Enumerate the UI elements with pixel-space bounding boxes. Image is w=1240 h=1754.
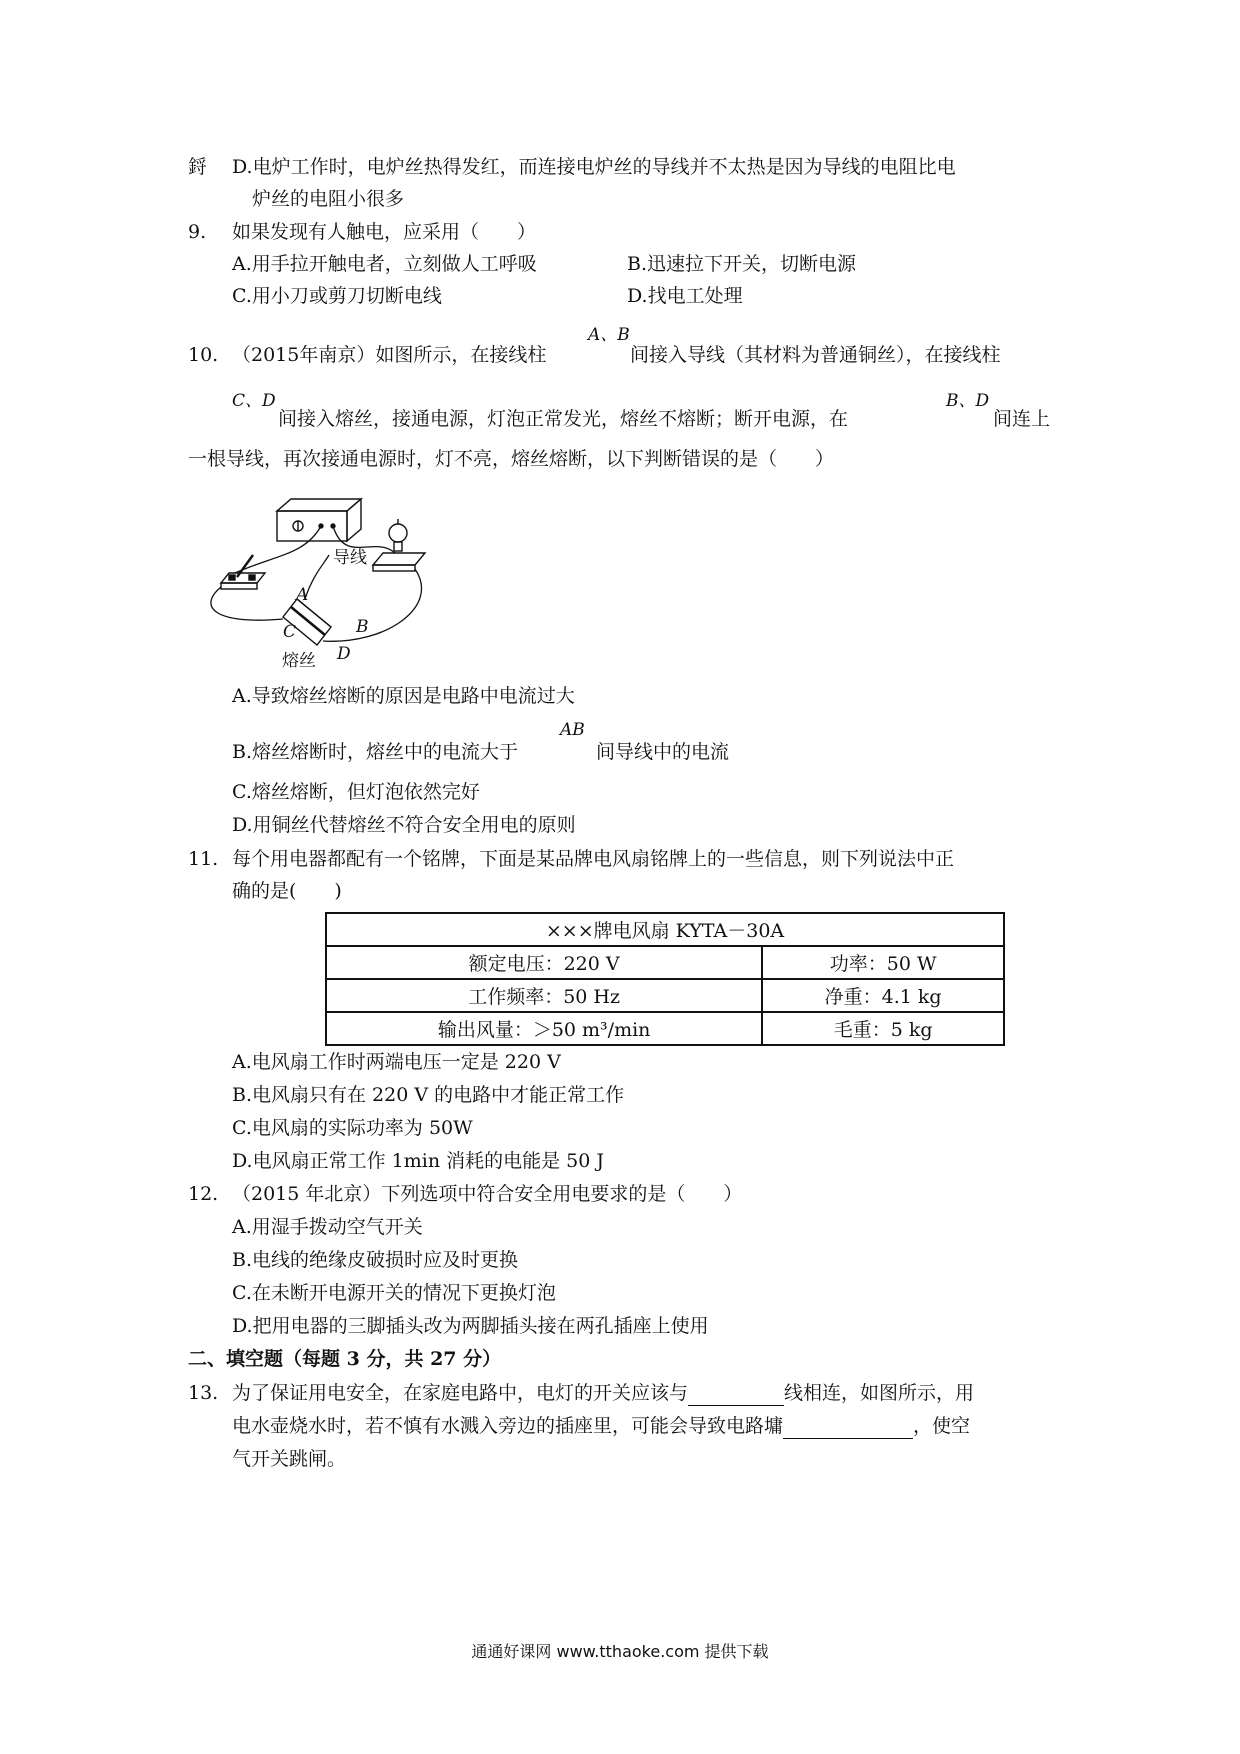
switch <box>221 555 265 589</box>
q9-option-b: B.迅速拉下开关，切断电源 <box>627 253 857 275</box>
q10-option-c: C.熔丝熔断，但灯泡依然完好 <box>232 781 480 803</box>
q10-stem-line2a: 间接入熔丝，接通电源，灯泡正常发光，熔丝不熔断；断开电源，在 <box>278 408 849 430</box>
nameplate-table <box>325 912 1005 1046</box>
fig-label-rongsi: 熔丝 <box>282 651 316 671</box>
q13-line2b: ，使空 <box>913 1415 971 1437</box>
q13-number: 13. <box>188 1382 219 1404</box>
q12-number: 12. <box>188 1183 219 1205</box>
table-row <box>326 946 1004 979</box>
section-heading: 二、填空题（每题 3 分，共 27 分） <box>188 1348 502 1370</box>
answer-blank-2[interactable] <box>783 1418 913 1439</box>
q8-option-d-line2: 炉丝的电阻小很多 <box>252 188 405 210</box>
q10-option-b-ab: AB <box>560 720 585 740</box>
table-cell: 净重：4.1 kg <box>762 979 1004 1012</box>
q13-line3: 气开关跳闸。 <box>232 1448 347 1470</box>
fig-label-daoxian: 导线 <box>333 548 367 568</box>
q9-option-a: A.用手拉开触电者，立刻做人工呼吸 <box>232 253 537 275</box>
power-supply <box>277 499 361 541</box>
q10-stem-line3: 一根导线，再次接通电源时，灯不亮，熔丝熔断，以下判断错误的是（ ） <box>188 448 835 470</box>
answer-blank-1[interactable] <box>688 1385 784 1406</box>
q9-stem: 如果发现有人触电，应采用（ ） <box>232 221 537 243</box>
q13-line2 <box>232 1413 970 1439</box>
q10-option-a: A.导致熔丝熔断的原因是电路中电流过大 <box>232 685 575 707</box>
q9-option-c: C.用小刀或剪刀切断电线 <box>232 285 442 307</box>
q13-line2-mark: 墉 <box>764 1415 784 1437</box>
q10-stem-line1b: 间接入导线（其材料为普通铜丝），在接线柱 <box>630 344 1001 366</box>
q8-mark: 鋝 <box>188 156 208 178</box>
q12-option-c: C.在未断开电源开关的情况下更换灯泡 <box>232 1282 556 1304</box>
q11-option-c: C.电风扇的实际功率为 50W <box>232 1117 473 1139</box>
q13-line1a: 为了保证用电安全，在家庭电路中，电灯的开关应该与 <box>232 1382 689 1404</box>
q12-stem: （2015 年北京）下列选项中符合安全用电要求的是（ ） <box>232 1183 743 1205</box>
table-cell: 功率：50 W <box>762 946 1004 979</box>
q11-option-a: A.电风扇工作时两端电压一定是 220 V <box>232 1051 561 1073</box>
q10-option-d: D.用铜丝代替熔丝不符合安全用电的原则 <box>232 814 576 836</box>
fig-label-a: A <box>296 585 309 605</box>
q11-number: 11. <box>188 848 219 870</box>
table-cell: 毛重：5 kg <box>762 1012 1004 1045</box>
table-cell: 工作频率：50 Hz <box>326 979 762 1012</box>
q11-stem-line1: 每个用电器都配有一个铭牌，下面是某品牌电风扇铭牌上的一些信息，则下列说法中正 <box>232 848 955 870</box>
table-row <box>326 913 1004 946</box>
q8-option-d-line1: D.电炉工作时，电炉丝热得发红，而连接电炉丝的导线并不太热是因为导线的电阻比电 <box>232 156 956 178</box>
nameplate-title: ×××牌电风扇 KYTA－30A <box>326 913 1004 946</box>
q13-line1b: 线相连，如图所示，用 <box>784 1382 975 1404</box>
q13-line1 <box>232 1380 974 1406</box>
lamp <box>373 519 425 571</box>
q13-line2a: 电水壶烧水时，若不慎有水溅入旁边的插座里，可能会导致电路 <box>232 1415 765 1437</box>
q12-option-d: D.把用电器的三脚插头改为两脚插头接在两孔插座上使用 <box>232 1315 709 1337</box>
table-row <box>326 979 1004 1012</box>
q10-option-b-part2: 间导线中的电流 <box>596 741 730 763</box>
q12-option-b: B.电线的绝缘皮破损时应及时更换 <box>232 1249 519 1271</box>
circuit-figure <box>205 495 445 670</box>
q10-label-cd: C、D <box>232 391 276 411</box>
table-cell: 输出风量：＞50 m³/min <box>326 1012 762 1045</box>
fig-label-b: B <box>356 617 369 637</box>
q11-stem-line2: 确的是( ) <box>232 880 342 902</box>
q11-option-d: D.电风扇正常工作 1min 消耗的电能是 50 J <box>232 1150 604 1172</box>
page-footer: 通通好课网 www.tthaoke.com 提供下载 <box>471 1642 769 1661</box>
q9-option-d: D.找电工处理 <box>627 285 743 307</box>
q10-stem-line2b: 间连上 <box>993 408 1051 430</box>
q10-stem-line1a: （2015年南京）如图所示，在接线柱 <box>232 344 547 366</box>
fig-label-c: C <box>283 622 297 642</box>
q12-option-a: A.用湿手拨动空气开关 <box>232 1216 423 1238</box>
q9-number: 9. <box>188 221 207 243</box>
q10-label-bd: B、D <box>946 391 990 411</box>
table-row <box>326 1012 1004 1045</box>
q10-number: 10. <box>188 344 219 366</box>
q10-label-ab: A、B <box>588 325 630 345</box>
q11-option-b: B.电风扇只有在 220 V 的电路中才能正常工作 <box>232 1084 625 1106</box>
q10-option-b-part1: B.熔丝熔断时，熔丝中的电流大于 <box>232 741 519 763</box>
table-cell: 额定电压：220 V <box>326 946 762 979</box>
fig-label-d: D <box>337 644 351 664</box>
